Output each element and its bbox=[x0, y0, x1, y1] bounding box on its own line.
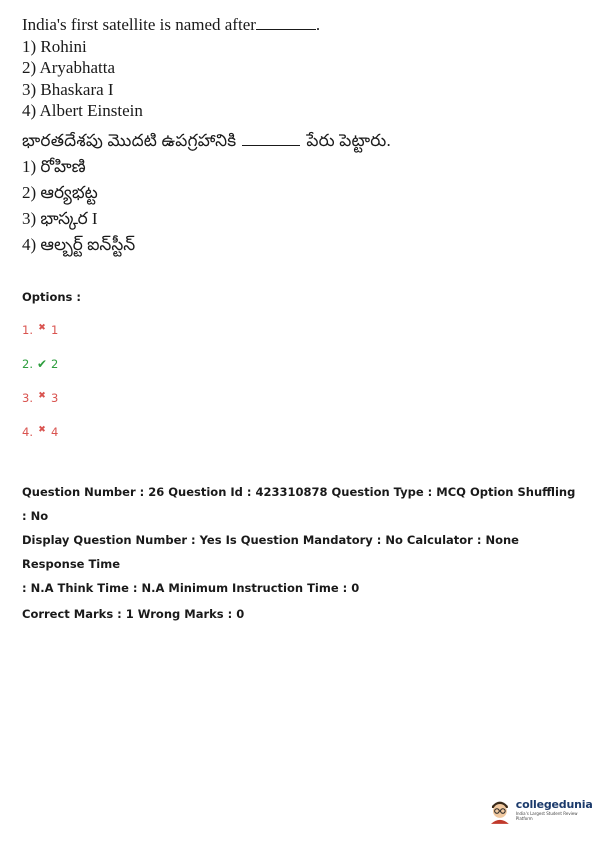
brand-tagline: India's Largest Student Review Platform bbox=[515, 811, 578, 821]
answer-number: 3. bbox=[22, 391, 33, 405]
student-avatar-icon bbox=[488, 796, 512, 824]
metadata-line-3: : N.A Think Time : N.A Minimum Instruction Time : 0 bbox=[22, 581, 360, 595]
question-stem-telugu bbox=[22, 128, 542, 154]
answer-option-4 bbox=[22, 425, 58, 459]
option-english-2: 2) Aryabhatta bbox=[22, 58, 115, 77]
cross-icon: ✖ bbox=[38, 323, 46, 333]
marks-info: Correct Marks : 1 Wrong Marks : 0 bbox=[22, 607, 245, 621]
brand-logo bbox=[488, 796, 595, 824]
answer-option-3 bbox=[22, 391, 58, 425]
option-telugu-2: 2) ఆర్యభట్ట bbox=[22, 182, 98, 202]
options-label: Options : bbox=[22, 290, 81, 304]
question-stem-end: . bbox=[315, 15, 321, 34]
option-english-4: 4) Albert Einstein bbox=[22, 101, 143, 120]
metadata-line-2: Display Question Number : Yes Is Question Mandatory : No Calculator : None Response Time bbox=[22, 533, 519, 571]
cross-icon: ✖ bbox=[38, 425, 46, 435]
answer-value: 2 bbox=[50, 357, 59, 371]
question-stem-text: India's first satellite is named after bbox=[22, 15, 256, 34]
answer-blank-telugu bbox=[242, 132, 300, 146]
question-english bbox=[22, 14, 542, 122]
option-english-1: 1) Rohini bbox=[22, 36, 87, 56]
question-stem-telugu-after: పేరు పెట్టారు. bbox=[306, 130, 391, 150]
option-telugu-1: 1) రోహిణి bbox=[22, 156, 86, 176]
answer-number: 1. bbox=[22, 323, 33, 337]
question-stem-english bbox=[22, 14, 542, 36]
answer-option-1 bbox=[22, 323, 58, 357]
answer-blank bbox=[256, 16, 316, 30]
brand-name: collegedunia bbox=[515, 798, 593, 811]
answer-number: 4. bbox=[22, 425, 33, 439]
brand-text bbox=[516, 799, 595, 821]
option-telugu-3: 3) భాస్కర I bbox=[22, 208, 98, 228]
metadata-line-1: Question Number : 26 Question Id : 423310878 Question Type : MCQ Option Shuffling : No bbox=[22, 485, 576, 523]
question-block bbox=[22, 14, 542, 258]
check-icon: ✔ bbox=[36, 357, 48, 371]
answer-number: 2. bbox=[22, 357, 33, 371]
answer-value: 1 bbox=[50, 323, 59, 337]
answer-value: 4 bbox=[50, 425, 59, 439]
answer-options-list bbox=[22, 323, 58, 459]
option-english-3: 3) Bhaskara I bbox=[22, 79, 114, 99]
option-telugu-4: 4) ఆల్బర్ట్ ఐన్‌స్టీన్ bbox=[22, 234, 136, 254]
answer-value: 3 bbox=[50, 391, 59, 405]
question-metadata bbox=[22, 480, 582, 626]
question-telugu bbox=[22, 128, 542, 258]
question-stem-telugu-before: భారతదేశపు మొదటి ఉపగ్రహానికి bbox=[22, 130, 237, 150]
answer-option-2 bbox=[22, 357, 58, 391]
cross-icon: ✖ bbox=[38, 391, 46, 401]
